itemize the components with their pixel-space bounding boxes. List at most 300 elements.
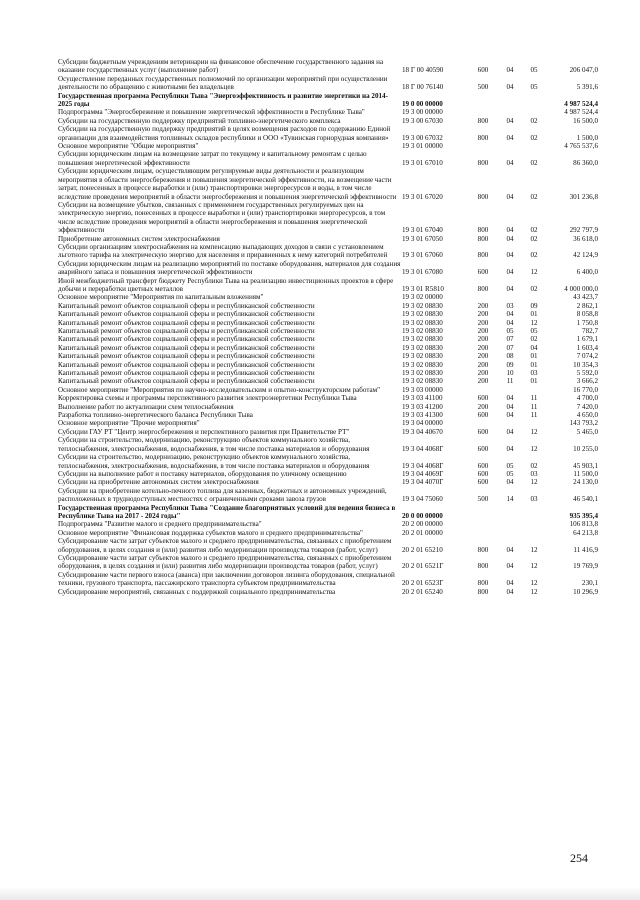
row-sum: 86 360,0: [573, 158, 598, 167]
row-pr: [522, 386, 546, 394]
row-rz: 07: [506, 343, 514, 352]
row-rz: 05: [506, 469, 514, 478]
row-code: 19 3 02 08830: [402, 360, 443, 369]
row-pr: 03: [530, 495, 538, 504]
row-code: 19 3 04 00000: [402, 419, 443, 428]
row-pr: 11: [530, 394, 538, 403]
row-rz: 04: [506, 310, 514, 319]
row-vr: [468, 386, 498, 394]
row-code: 19 3 01 R5810: [402, 284, 444, 293]
row-code: 19 3 01 67050: [402, 234, 443, 243]
row-pr: 12: [530, 268, 538, 277]
row-vr: [468, 419, 498, 427]
row-pr: 12: [530, 478, 538, 487]
row-code: 19 3 02 08830: [402, 318, 443, 327]
row-code: 19 3 04 40670: [402, 427, 443, 436]
row-code: 20 2 01 00000: [402, 528, 443, 537]
table-row: [58, 453, 598, 470]
row-vr: [468, 142, 498, 150]
row-sum: 42 124,9: [573, 251, 598, 260]
table-row: [58, 167, 598, 201]
row-name: Корректировка схемы и программы перспективного развития электроэнергетики Республики Тыва: [58, 394, 357, 403]
table-row: [58, 386, 598, 394]
row-rz: 04: [506, 427, 514, 436]
table-row: [58, 335, 598, 343]
row-pr: 02: [530, 116, 538, 125]
row-code: 19 3 04 4069Г: [402, 469, 444, 478]
table-row: [58, 377, 598, 385]
row-vr: 200: [477, 352, 489, 361]
row-rz: [498, 108, 522, 116]
row-name: Субсидирование мероприятий, связанных с поддержкой социального предпринимательства: [58, 587, 336, 596]
row-name: Разработка топливно-энергетического баланса Республики Тыва: [58, 411, 253, 420]
row-code: 19 3 00 67032: [402, 133, 443, 142]
row-code: 19 3 02 08830: [402, 301, 443, 310]
table-row: [58, 436, 598, 453]
row-code: 18 Г 00 40590: [402, 66, 444, 75]
row-sum: 292 797,9: [569, 226, 598, 235]
row-name: Субсидии юридическим лицам на реализацию мероприятий по поставке оборудования, материалов для создания аварийного запаса и повышения энергетической эффективности: [58, 259, 401, 277]
row-pr: 12: [530, 427, 538, 436]
row-rz: 05: [506, 461, 514, 470]
table-row: [58, 487, 598, 504]
row-sum: 4 650,0: [576, 411, 598, 420]
row-name: Подпрограмма "Развитие малого и среднего предпринимательства": [58, 520, 262, 529]
row-pr: [522, 419, 546, 427]
row-sum: 45 903,1: [573, 461, 598, 470]
row-vr: 800: [477, 587, 489, 596]
table-row: [58, 327, 598, 335]
row-code: 19 3 02 08830: [402, 352, 443, 361]
row-vr: [468, 293, 498, 301]
row-code: 19 3 02 08830: [402, 377, 443, 386]
row-pr: 01: [530, 352, 538, 361]
row-vr: 600: [477, 461, 489, 470]
table-row: [58, 419, 598, 427]
table-row: [58, 201, 598, 235]
row-vr: 500: [477, 495, 489, 504]
row-rz: [498, 520, 522, 528]
row-code: 19 3 01 67060: [402, 251, 443, 260]
row-name: Субсидирование части первого взноса (аванса) при заключении договоров лизинга оборудования, специальной техники, грузового транспорта, пассажирского транспорта субъектом предпринимательства: [58, 570, 395, 588]
row-code: 19 3 03 41100: [402, 394, 443, 403]
row-vr: 200: [477, 301, 489, 310]
row-code: 19 3 00 67030: [402, 116, 443, 125]
row-name: Капитальный ремонт объектов социальной сферы и республиканской собственности: [58, 369, 315, 378]
row-pr: 01: [530, 360, 538, 369]
row-pr: 11: [530, 411, 538, 420]
row-code: 19 3 01 67080: [402, 268, 443, 277]
row-name: Государственная программа Республики Тыва "Энергоэффективность и развитие энергетики на 2014-2025 годы: [58, 91, 388, 109]
row-pr: 05: [530, 83, 538, 92]
row-code: 19 3 04 4068Г: [402, 461, 444, 470]
row-rz: 07: [506, 335, 514, 344]
row-code: 19 3 04 4068Г: [402, 444, 444, 453]
row-code: 19 3 04 75060: [402, 495, 443, 504]
row-rz: 04: [506, 318, 514, 327]
row-vr: 600: [477, 478, 489, 487]
row-pr: 12: [530, 545, 538, 554]
row-vr: 800: [477, 226, 489, 235]
row-sum: 4 765 537,6: [564, 142, 598, 151]
row-sum: 11 416,9: [573, 545, 598, 554]
row-pr: [522, 142, 546, 150]
row-rz: 04: [506, 579, 514, 588]
row-vr: 200: [477, 369, 489, 378]
table-row: [58, 369, 598, 377]
table-row: [58, 520, 598, 528]
row-pr: 12: [530, 587, 538, 596]
row-rz: 04: [506, 158, 514, 167]
row-vr: 600: [477, 394, 489, 403]
row-pr: [522, 504, 546, 521]
row-rz: [498, 529, 522, 537]
row-name: Субсидии на выполнение работ и поставку материалов, оборудования по уличному освещению: [58, 469, 347, 478]
row-code: 20 2 00 00000: [402, 520, 443, 529]
row-pr: 02: [530, 192, 538, 201]
row-vr: [468, 92, 498, 109]
row-sum: 3 666,2: [576, 377, 598, 386]
table-row: [58, 235, 598, 243]
table-row: [58, 75, 598, 92]
table-row: [58, 58, 598, 75]
row-name: Субсидии бюджетным учреждениям ветеринарии на финансовое обеспечение государственного задания на оказание государственных услуг (выполнение работ): [58, 58, 384, 75]
budget-table-body: [58, 58, 598, 596]
table-row: [58, 411, 598, 419]
row-rz: 04: [506, 478, 514, 487]
row-code: 19 3 02 08830: [402, 310, 443, 319]
page-number: 254: [570, 851, 588, 865]
row-sum: 7 074,2: [576, 352, 598, 361]
row-rz: 04: [506, 284, 514, 293]
table-row: [58, 243, 598, 260]
row-vr: 800: [477, 251, 489, 260]
row-sum: 7 420,0: [576, 402, 598, 411]
row-code: 19 3 03 41200: [402, 402, 443, 411]
row-code: 20 2 01 65240: [402, 587, 443, 596]
row-rz: 05: [506, 327, 514, 335]
row-vr: 800: [477, 158, 489, 167]
row-vr: [468, 520, 498, 528]
row-vr: 600: [477, 427, 489, 436]
table-row: [58, 470, 598, 478]
row-sum: 16 770,0: [573, 385, 598, 394]
row-sum: 4 700,0: [576, 394, 598, 403]
table-row: [58, 529, 598, 537]
row-pr: 03: [530, 369, 538, 378]
row-sum: 10 255,0: [573, 444, 598, 453]
row-rz: 04: [506, 411, 514, 420]
row-rz: [498, 142, 522, 150]
row-code: 20 2 01 6521Г: [402, 562, 444, 571]
row-pr: [522, 520, 546, 528]
row-rz: 04: [506, 226, 514, 235]
row-code: 19 3 04 4070Г: [402, 478, 444, 487]
table-row: [58, 293, 598, 301]
row-pr: 11: [530, 402, 538, 411]
row-sum: 6 400,0: [576, 268, 598, 277]
row-rz: 04: [506, 133, 514, 142]
row-name: Государственная программа Республики Тыва "Создание благоприятных условий для ведения бизнеса в Республике Тыва на 2017 - 2024 годы": [58, 503, 396, 520]
row-name: Подпрограмма "Энергосбережение и повышение энергетической эффективности в Республике Тыва": [58, 108, 365, 117]
row-pr: 03: [530, 469, 538, 478]
row-sum: 230,1: [582, 579, 598, 588]
row-name: Капитальный ремонт объектов социальной сферы и республиканской собственности: [58, 318, 315, 327]
row-name: Капитальный ремонт объектов социальной сферы и республиканской собственности: [58, 327, 315, 335]
row-vr: 200: [477, 360, 489, 369]
row-name: Капитальный ремонт объектов социальной сферы и республиканской собственности: [58, 301, 315, 310]
table-row: [58, 117, 598, 125]
row-code: 19 3 03 41300: [402, 411, 443, 420]
row-pr: 02: [530, 284, 538, 293]
table-row: [58, 478, 598, 486]
row-rz: 04: [506, 545, 514, 554]
row-vr: 200: [477, 327, 489, 335]
row-name: Выполнение работ по актуализации схем теплоснабжения: [58, 402, 234, 411]
row-vr: 600: [477, 66, 489, 75]
table-row: [58, 571, 598, 588]
row-name: Основное мероприятие "Мероприятия по научно-исследовательским и опытно-конструкторским работам": [58, 385, 381, 394]
row-code: 19 3 01 67040: [402, 226, 443, 235]
row-sum: 4 000 000,0: [564, 284, 598, 293]
row-vr: 800: [477, 562, 489, 571]
table-row: [58, 277, 598, 294]
row-sum: 1 750,8: [576, 318, 598, 327]
row-name: Капитальный ремонт объектов социальной сферы и республиканской собственности: [58, 377, 315, 386]
row-pr: [522, 108, 546, 116]
row-code: 20 2 01 65210: [402, 545, 443, 554]
row-pr: 02: [530, 158, 538, 167]
row-pr: 12: [530, 444, 538, 453]
row-sum: 2 862,1: [576, 301, 598, 310]
row-code: 19 0 00 00000: [402, 100, 443, 109]
row-rz: 04: [506, 394, 514, 403]
row-name: Субсидии на возмещение убытков, связанных с применением государственных регулируемых цен на электрическую энергию, понесенных в процессе выработки и (или) транспортировки энергоресурсов, в том числе вследствие проведения мероприятий в области энергосбережения и повышения энергетической эффективности: [58, 200, 386, 235]
row-name: Субсидии юридическим лицам на возмещение затрат по текущему и капитальному ремонтам с целью повышения энергетической эффективности: [58, 150, 367, 167]
row-name: Субсидии на строительство, модернизацию, реконструкцию объектов коммунального хозяйства, теплоснабжения, электроснабжения, водоснабжения, в том числе поставка материалов и оборудования: [58, 453, 370, 470]
row-name: Субсидирование части затрат субъектов малого и среднего предпринимательства, связанных с приобретением оборудования, в целях создания и (или) развития либо модернизации производства товаров (работ, услуг): [58, 537, 392, 554]
row-vr: 600: [477, 469, 489, 478]
row-vr: 800: [477, 579, 489, 588]
row-name: Основное мероприятие "Прочие мероприятия": [58, 419, 200, 428]
row-sum: 1 500,0: [576, 133, 598, 142]
row-name: Иной межбюджетный трансферт бюджету Республики Тыва на реализацию инвестиционных проектов в сфере добычи и переработки цветных металлов: [58, 276, 394, 293]
row-code: 19 3 01 67020: [402, 192, 443, 201]
row-rz: 08: [506, 352, 514, 361]
row-rz: 04: [506, 83, 514, 92]
row-rz: [498, 504, 522, 521]
table-row: [58, 504, 598, 521]
row-sum: 64 213,8: [573, 528, 598, 537]
row-code: 20 2 01 6523Г: [402, 579, 444, 588]
row-rz: 03: [506, 301, 514, 310]
table-row: [58, 394, 598, 402]
row-pr: 01: [530, 310, 538, 319]
row-rz: 04: [506, 268, 514, 277]
row-sum: 782,7: [582, 327, 598, 335]
row-vr: 800: [477, 284, 489, 293]
row-sum: 36 618,0: [573, 234, 598, 243]
row-sum: 935 395,4: [569, 511, 598, 520]
row-name: Субсидии на приобретение автономных систем электроснабжения: [58, 478, 259, 487]
row-pr: 05: [530, 66, 538, 75]
row-rz: [498, 386, 522, 394]
row-code: 19 3 01 67010: [402, 158, 443, 167]
row-vr: 800: [477, 192, 489, 201]
row-sum: 5 465,0: [576, 427, 598, 436]
row-pr: 02: [530, 251, 538, 260]
row-name: Основное мероприятие "Мероприятия по капитальным вложениям": [58, 293, 264, 302]
row-pr: 09: [530, 301, 538, 310]
row-sum: 43 423,7: [573, 293, 598, 302]
row-name: Капитальный ремонт объектов социальной сферы и республиканской собственности: [58, 310, 315, 319]
row-vr: 200: [477, 318, 489, 327]
row-vr: 800: [477, 116, 489, 125]
row-rz: [498, 293, 522, 301]
row-sum: 16 500,0: [573, 116, 598, 125]
row-pr: 01: [530, 377, 538, 386]
row-vr: 200: [477, 377, 489, 386]
row-rz: 10: [506, 369, 514, 378]
row-vr: 800: [477, 234, 489, 243]
table-row: [58, 310, 598, 318]
table-row: [58, 150, 598, 167]
table-row: [58, 537, 598, 554]
row-name: Капитальный ремонт объектов социальной сферы и республиканской собственности: [58, 360, 315, 369]
row-sum: 4 987 524,4: [564, 100, 598, 109]
row-rz: 04: [506, 402, 514, 411]
row-sum: 11 500,0: [573, 469, 598, 478]
row-pr: 12: [530, 562, 538, 571]
row-name: Осуществление переданных государственных полномочий по организации мероприятий при осуществлении деятельности по обращению с животными без владельцев: [58, 74, 388, 92]
budget-table: [58, 58, 598, 596]
row-vr: [468, 529, 498, 537]
row-rz: 09: [506, 360, 514, 369]
row-rz: 11: [506, 377, 514, 386]
row-code: 19 3 02 08830: [402, 369, 443, 378]
row-code: 19 3 01 00000: [402, 142, 443, 151]
row-sum: 46 540,1: [573, 495, 598, 504]
row-sum: 206 047,0: [569, 66, 598, 75]
row-rz: 04: [506, 251, 514, 260]
row-pr: [522, 293, 546, 301]
row-vr: 600: [477, 411, 489, 420]
row-pr: 12: [530, 318, 538, 327]
row-sum: 1 679,1: [576, 335, 598, 344]
row-vr: [468, 504, 498, 521]
table-row: [58, 428, 598, 436]
row-pr: 02: [530, 461, 538, 470]
row-sum: 143 793,2: [569, 419, 598, 428]
row-pr: 02: [530, 226, 538, 235]
row-pr: 05: [530, 327, 538, 335]
row-sum: 10 296,9: [573, 587, 598, 596]
row-vr: 200: [477, 335, 489, 344]
row-name: Субсидии юридическим лицам, осуществляющим регулируемые виды деятельности и реализующим мероприятия в области энергосбережения и повышения энергетической эффективности, на возмещение части затрат, понесенных в процессе выработки и (или) транспортировки энергоресурсов и воды, в том числе вследствие проведения мероприятий в области энергосбережения и повышения энергетической эффективности: [58, 167, 397, 201]
row-code: 19 3 02 00000: [402, 293, 443, 302]
table-row: [58, 352, 598, 360]
row-rz: [498, 419, 522, 427]
row-name: Субсидии на приобретение котельно-печного топлива для казенных, бюджетных и автономных учреждений, расположенных в труднодоступных местностях с ограниченными сроками завоза грузов: [58, 486, 387, 504]
row-rz: 04: [506, 192, 514, 201]
table-row: [58, 588, 598, 596]
row-pr: [522, 92, 546, 109]
row-rz: 04: [506, 66, 514, 75]
row-vr: 600: [477, 268, 489, 277]
table-row: [58, 554, 598, 571]
row-pr: 12: [530, 579, 538, 588]
row-name: Субсидии на государственную поддержку предприятий в целях возмещения расходов по содержанию Единой организации для взаимодействия топливных складов республики и ООО «Тувинская горнорудная компания»: [58, 125, 391, 142]
table-row: [58, 260, 598, 277]
table-row: [58, 92, 598, 109]
row-rz: 04: [506, 562, 514, 571]
row-name: Субсидии на государственную поддержку предприятий топливно-энергетического комплекса: [58, 116, 341, 125]
row-rz: [498, 92, 522, 109]
row-name: Капитальный ремонт объектов социальной сферы и республиканской собственности: [58, 352, 315, 361]
row-vr: 600: [477, 444, 489, 453]
row-sum: 5 391,6: [576, 83, 598, 92]
row-pr: [522, 529, 546, 537]
row-name: Основное мероприятие "Общие мероприятия": [58, 142, 199, 151]
row-code: 19 3 02 08830: [402, 343, 443, 352]
row-name: Субсидии организациям электроснабжения на компенсацию выпадающих доходов в связи с установлением льготного тарифа на электрическую энергию для населения и приравненных к нему категорий потребителей: [58, 242, 388, 260]
table-row: [58, 319, 598, 327]
row-sum: 8 058,8: [576, 310, 598, 319]
row-pr: 02: [530, 234, 538, 243]
scan-bottom-edge: [0, 887, 640, 900]
row-sum: 24 130,0: [573, 478, 598, 487]
table-row: [58, 361, 598, 369]
table-row: [58, 108, 598, 116]
row-name: Субсидии на строительство, модернизацию, реконструкцию объектов коммунального хозяйства, теплоснабжения, электроснабжения, водоснабжения, в том числе поставка материалов и оборудования: [58, 436, 370, 453]
row-code: 18 Г 00 76140: [402, 83, 444, 92]
row-vr: 800: [477, 133, 489, 142]
table-row: [58, 125, 598, 142]
row-vr: 500: [477, 83, 489, 92]
row-rz: 14: [506, 495, 514, 504]
row-pr: 04: [530, 343, 538, 352]
table-row: [58, 302, 598, 310]
row-name: Субсидирование части затрат субъектов малого и среднего предпринимательства, связанных с приобретением оборудования, в целях создания и (или) развития либо модернизации производства товаров (работ, услуг): [58, 553, 392, 571]
row-sum: 4 987 524,4: [564, 108, 598, 117]
table-row: [58, 344, 598, 352]
table-row: [58, 142, 598, 150]
row-sum: 5 592,0: [576, 369, 598, 378]
row-sum: 10 354,3: [573, 360, 598, 369]
row-vr: 200: [477, 310, 489, 319]
row-vr: 800: [477, 545, 489, 554]
row-rz: 04: [506, 234, 514, 243]
row-code: 19 3 00 00000: [402, 108, 443, 117]
row-sum: 106 813,8: [569, 520, 598, 529]
row-sum: 301 236,8: [569, 192, 598, 201]
row-code: 19 3 02 08830: [402, 335, 443, 344]
row-name: Основное мероприятие "Финансовая поддержка субъектов малого и среднего предпринимательства": [58, 528, 363, 537]
row-pr: 02: [530, 133, 538, 142]
row-name: Капитальный ремонт объектов социальной сферы и республиканской собственности: [58, 343, 315, 352]
row-code: 20 0 00 00000: [402, 511, 443, 520]
row-sum: 19 769,9: [573, 562, 598, 571]
row-name: Приобретение автономных систем электроснабжения: [58, 234, 220, 243]
row-vr: [468, 108, 498, 116]
row-rz: 04: [506, 587, 514, 596]
row-pr: 02: [530, 335, 538, 344]
row-code: 19 3 03 00000: [402, 385, 443, 394]
row-name: Субсидии ГАУ РТ "Центр энергосбережения и перспективного развития при Правительстве РТ": [58, 427, 350, 436]
row-rz: 04: [506, 116, 514, 125]
row-rz: 04: [506, 444, 514, 453]
table-row: [58, 403, 598, 411]
